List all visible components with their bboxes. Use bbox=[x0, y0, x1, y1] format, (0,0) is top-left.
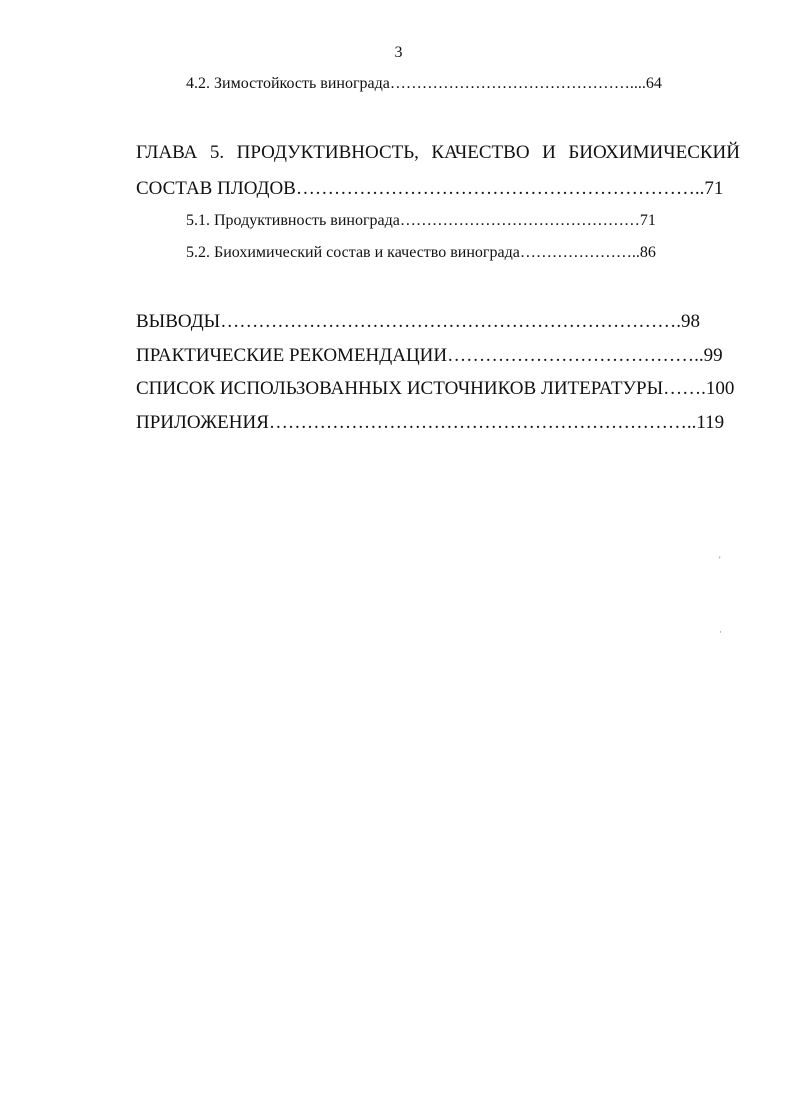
page-number: 3 bbox=[394, 44, 403, 61]
toc-references: СПИСОК ИСПОЛЬЗОВАННЫХ ИСТОЧНИКОВ ЛИТЕРАТУРЫ…….100 bbox=[136, 378, 735, 399]
toc-item-5-1: 5.1. Продуктивность винограда………………………………………71 bbox=[186, 212, 656, 229]
toc-chapter-5-line-2: СОСТАВ ПЛОДОВ………………………………………………………..71 bbox=[136, 178, 724, 199]
margin-mark-2: · bbox=[719, 627, 722, 637]
margin-mark-1: ' bbox=[719, 555, 721, 565]
toc-item-4-2: 4.2. Зимостойкость винограда………………………………………....64 bbox=[186, 75, 662, 92]
toc-appendices: ПРИЛОЖЕНИЯ…………………………………………………………..119 bbox=[136, 412, 725, 433]
toc-recommendations: ПРАКТИЧЕСКИЕ РЕКОМЕНДАЦИИ…………………………………..99 bbox=[136, 345, 723, 366]
toc-conclusions: ВЫВОДЫ……………………………………………………………….98 bbox=[136, 311, 700, 332]
toc-item-5-2: 5.2. Биохимический состав и качество винограда…………………..86 bbox=[186, 244, 656, 261]
toc-chapter-5-line-1: ГЛАВА 5. ПРОДУКТИВНОСТЬ, КАЧЕСТВО И БИОХИМИЧЕСКИЙ bbox=[136, 142, 740, 163]
